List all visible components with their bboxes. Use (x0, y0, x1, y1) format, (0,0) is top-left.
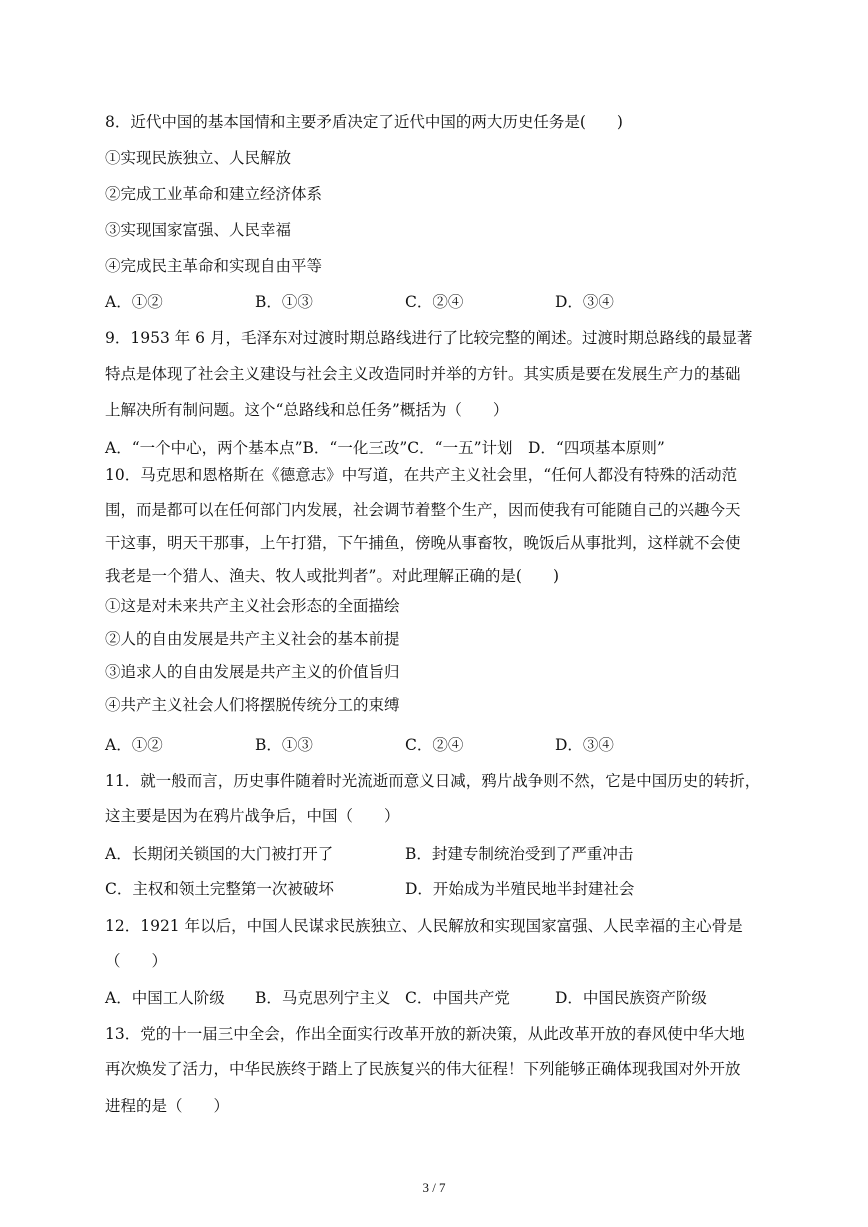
q11-option-d: D．开始成为半殖民地半封建社会 (405, 880, 635, 898)
q8-option-b: B．①③ (255, 293, 313, 311)
q8-option-c: C．②④ (405, 293, 464, 311)
q11-option-b: B．封建专制统治受到了严重冲击 (405, 845, 634, 863)
q10-line-4: 我老是一个猎人、渔夫、牧人或批判者”。对此理解正确的是( ) (105, 567, 560, 585)
page-number: 3 / 7 (422, 1180, 446, 1195)
q10-item-4: ④共产主义社会人们将摆脱传统分工的束缚 (105, 696, 400, 714)
q9-options: A．“一个中心，两个基本点”B．“一化三改”C．“一五”计划 D．“四项基本原则” (105, 439, 665, 457)
q9-line-3: 上解决所有制问题。这个“总路线和总任务”概括为（ ） (105, 401, 509, 419)
q10-line-3: 干这事，明天干那事，上午打猎，下午捕鱼，傍晚从事畜牧，晚饭后从事批判，这样就不会使 (105, 534, 741, 552)
q8-option-a: A．①② (105, 293, 163, 311)
q11-line-2: 这主要是因为在鸦片战争后，中国（ ） (105, 807, 400, 825)
q12-option-d: D．中国民族资产阶级 (555, 989, 707, 1007)
q12-option-b: B．马克思列宁主义 (255, 989, 391, 1007)
q9-line-1: 9．1953 年 6 月，毛泽东对过渡时期总路线进行了比较完整的阐述。过渡时期总路线的最显著 (105, 329, 753, 347)
q8-item-1: ①实现民族独立、人民解放 (105, 149, 292, 167)
q10-option-a: A．①② (105, 736, 163, 754)
q13-line-3: 进程的是（ ） (105, 1097, 230, 1115)
q10-option-c: C．②④ (405, 736, 464, 754)
q11-line-1: 11．就一般而言，历史事件随着时光流逝而意义日减，鸦片战争则不然，它是中国历史的转折， (105, 772, 761, 790)
q11-option-c: C．主权和领土完整第一次被破坏 (105, 880, 334, 898)
q10-line-1: 10．马克思和恩格斯在《德意志》中写道，在共产主义社会里，“任何人都没有特殊的活动范 (105, 466, 738, 484)
q9-line-2: 特点是体现了社会主义建设与社会主义改造同时并举的方针。其实质是要在发展生产力的基础 (105, 365, 741, 383)
q13-line-2: 再次焕发了活力，中华民族终于踏上了民族复兴的伟大征程！下列能够正确体现我国对外开放 (105, 1060, 741, 1078)
q8-item-2: ②完成工业革命和建立经济体系 (105, 185, 323, 203)
q10-item-1: ①这是对未来共产主义社会形态的全面描绘 (105, 597, 400, 615)
q8-item-4: ④完成民主革命和实现自由平等 (105, 257, 323, 275)
q10-item-2: ②人的自由发展是共产主义社会的基本前提 (105, 630, 400, 648)
q12-option-a: A．中国工人阶级 (105, 989, 225, 1007)
q8-stem: 8．近代中国的基本国情和主要矛盾决定了近代中国的两大历史任务是( ) (105, 113, 623, 131)
q12-line-1: 12．1921 年以后，中国人民谋求民族独立、人民解放和实现国家富强、人民幸福的主心骨是 (105, 917, 743, 935)
q11-option-a: A．长期闭关锁国的大门被打开了 (105, 845, 334, 863)
q10-item-3: ③追求人的自由发展是共产主义的价值旨归 (105, 663, 400, 681)
q8-item-3: ③实现国家富强、人民幸福 (105, 221, 292, 239)
q12-option-c: C．中国共产党 (405, 989, 510, 1007)
q10-line-2: 围，而是都可以在任何部门内发展，社会调节着整个生产，因而使我有可能随自己的兴趣今天 (105, 501, 741, 519)
q10-option-d: D．③④ (555, 736, 614, 754)
q8-option-d: D．③④ (555, 293, 614, 311)
q12-line-2: （ ） (105, 952, 168, 970)
q13-line-1: 13．党的十一届三中全会，作出全面实行改革开放的新决策，从此改革开放的春风使中华大地 (105, 1025, 745, 1043)
q10-option-b: B．①③ (255, 736, 313, 754)
